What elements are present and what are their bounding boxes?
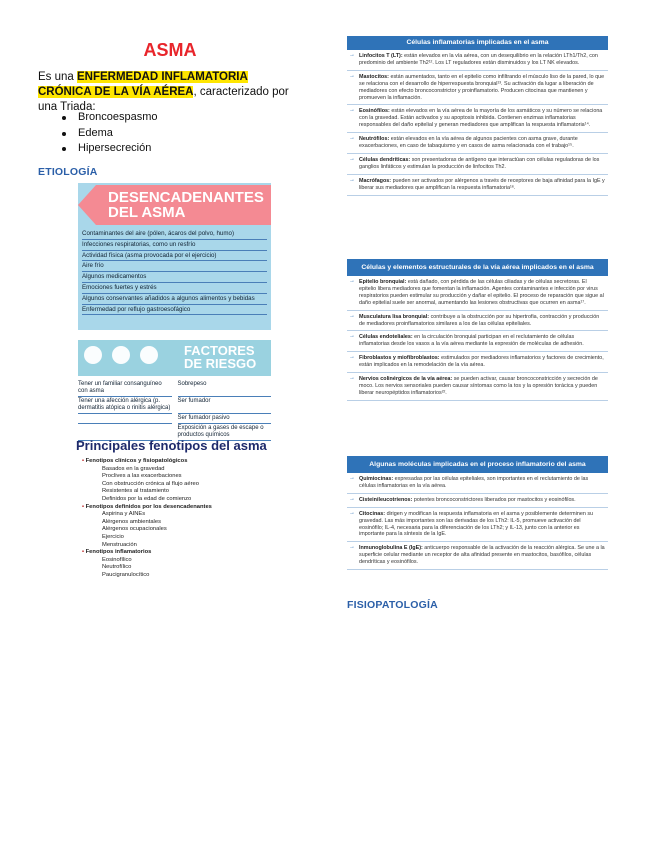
box-item — [347, 473, 608, 494]
desencadenantes-list — [78, 229, 271, 315]
desencadenantes-header — [78, 183, 271, 229]
item-text: son presentadoras de antígeno que interactúan con células reguladoras de los ganglios linfáticos y estimulan la producción de linfocitos Th2. — [359, 156, 600, 170]
item-text: están elevados en la vía aérea de la mayoría de los asmáticos y su número se relaciona con la gravedad. Están activados y su apoptosis inhibida. Contienen enzimas inflamatorias responsables del daño epitelial y generan mediadores que amplifican la respuesta inflamatoria¹⁴. — [359, 108, 603, 129]
fenotipo-item: Proclives a las exacerbaciones — [102, 473, 182, 480]
list-item: Algunos conservantes añadidos a algunos alimentos y bebidas — [82, 294, 267, 305]
list-item: Actividad física (asma provocada por el ejercicio) — [82, 251, 267, 262]
item-term: Mastocitos: — [359, 73, 389, 80]
fenotipo-group: • Fenotipos definidos por los desencadenantes — [82, 504, 212, 512]
item-text: anticuerpo responsable de la activación de la reacción alérgica. Se une a la superficie celular mediante un receptor de alta afinidad presente en mastocitos, basófilos, células dendríticas y eosinófilos. — [359, 545, 605, 566]
list-item: Infecciones respiratorias, como un resfrío — [82, 240, 267, 251]
list-item: Enfermedad por reflujo gastroesofágico — [82, 305, 267, 316]
item-term: Linfocitos T (LT): — [359, 53, 403, 59]
item-term: Musculatura lisa bronquial: — [359, 313, 430, 320]
item-term: Células endoteliales: — [359, 334, 413, 341]
desencadenantes-title — [96, 185, 271, 225]
list-item: Algunos medicamentos — [82, 272, 267, 283]
factor-item: Exposición a gases de escape o productos químicos — [178, 424, 272, 441]
item-text: están elevados en la vía aérea, con un desequilibrio en la relación LTh1/Th2, con predominio del ambiente Th2¹². Los LT reguladores están disminuidos y los LT NK elevados. — [359, 53, 598, 66]
fenotipo-item: Alérgenos ambientales — [102, 518, 161, 525]
item-term: Quimiocinas: — [359, 476, 394, 482]
title-line: DE RIESGO — [184, 356, 257, 371]
fenotipo-item: Resistentes al tratamiento — [102, 488, 170, 495]
factor-item: Tener un familiar consanguíneo con asma — [78, 380, 172, 397]
family-icon — [112, 346, 130, 364]
box-header: Células y elementos estructurales de la vía aérea implicados en el asma — [347, 259, 608, 276]
factor-item: Ser fumador pasivo — [178, 414, 272, 424]
box-item — [347, 331, 608, 352]
fenotipo-item: Paucigranulocítico — [102, 571, 150, 578]
box-item — [347, 311, 608, 332]
page-title: ASMA — [143, 40, 197, 60]
structural-cells-box — [347, 259, 608, 401]
desencadenantes-panel — [78, 183, 271, 330]
item-term: Macrófagos: — [359, 177, 392, 184]
fenotipo-item: Con obstrucción crónica al flujo aéreo — [102, 480, 199, 487]
item-term: Células dendríticas: — [359, 156, 411, 163]
inflammatory-cells-box — [347, 36, 608, 196]
item-term: Fibroblastos y miofibroblastos: — [359, 355, 440, 362]
item-term: Inmunoglobulina E (IgE): — [359, 545, 423, 552]
factores-panel — [78, 340, 271, 438]
triad-item: Hipersecreción — [62, 141, 158, 157]
list-item: Emociones fuertes y estrés — [82, 283, 267, 294]
factores-grid — [78, 376, 271, 441]
fenotipo-group: • Fenotipos inflamatorios — [82, 549, 212, 557]
factor-item: Ser fumador — [178, 397, 272, 414]
fenotipo-item: Menstruación — [102, 541, 137, 548]
item-text: potentes broncoconstrictores liberados por mastocitos y eosinófilos. — [413, 496, 576, 503]
item-term: Eosinófilos: — [359, 108, 390, 115]
item-text: dirigen y modifican la respuesta inflamatoria en el asma y posiblemente determinen su gravedad. Las más importantes son las derivadas de los LTh2: IL-5, promueve activación del eosinófilo; IL-4, necesaria para la diferenciación de los LTh2; y IL-13, junto con la anterior es importante para la síntesis de la IgE. — [359, 510, 594, 538]
list-item: Contaminantes del aire (pólen, ácaros del polvo, humo) — [82, 229, 267, 240]
intro-paragraph — [38, 70, 300, 115]
fenotipo-item: Aspirina y AINEs — [102, 511, 146, 518]
section-heading-fisiopatologia: FISIOPATOLOGÍA — [347, 599, 438, 611]
item-text: expresadas por las células epiteliales, son importantes en el reclutamiento de las células inflamatorias en la vía aérea. — [359, 476, 589, 489]
box-item — [347, 373, 608, 401]
factor-item: Sobrepeso — [178, 380, 272, 397]
item-text: pueden ser activados por alérgenos a través de receptores de baja afinidad para la IgE y liberar sus mediadores que amplifican la respuesta inflamatoria¹⁶. — [359, 177, 605, 191]
fenotipos-title: Principales fenotipos del asma — [76, 438, 267, 453]
item-text: estimulados por mediadores inflamatorios y factores de crecimiento, están implicados en la remodelación de la vía aérea. — [359, 355, 604, 369]
factores-icons — [84, 346, 158, 364]
box-item — [347, 50, 608, 71]
box-item — [347, 542, 608, 570]
list-item: Aire frío — [82, 261, 267, 272]
factores-header — [78, 340, 271, 376]
item-text: contribuye a la obstrucción por su hipertrofia, contracción y producción de mediadores proinflamatorios similares a los de las células epiteliales. — [359, 313, 600, 327]
triad-item: Broncoespasmo — [62, 110, 158, 126]
intro-suffix: , caracterizado por una Triada: — [38, 86, 289, 113]
hazard-icon — [140, 346, 158, 364]
fenotipo-group: • Fenotipos clínicos y fisiopatológicos — [82, 458, 212, 466]
title-line: DEL ASMA — [108, 204, 186, 221]
factor-item — [78, 414, 172, 424]
item-text: están elevados en la vía aérea de algunos pacientes con asma grave, durante exacerbaciones, en caso de tabaquismo y en casos de asma relacionada con el trabajo¹⁵. — [359, 136, 578, 150]
box-item — [347, 133, 608, 154]
title-line: FACTORES — [184, 343, 255, 358]
item-term: Neutrófilos: — [359, 136, 390, 143]
item-term: Cisteinileucotrienos: — [359, 496, 413, 503]
box-header: Algunas moléculas implicadas en el proceso inflamatorio del asma — [347, 456, 608, 473]
fenotipo-item: Neutrofílico — [102, 564, 132, 571]
item-text: están aumentados, tanto en el epitelio como infiltrando el músculo liso de la pared, lo que se relaciona con el desarrollo de hiperrespuesta bronquial¹³. Su activación da lugar a liberación de mediadores con efecto broncoconstrictor y proinflamatorio. Producen citocinas que mantienen y promueven la inflamación. — [359, 73, 605, 101]
factores-title — [184, 344, 256, 370]
box-item — [347, 154, 608, 175]
fenotipos-list — [82, 458, 212, 580]
box-item — [347, 105, 608, 133]
title-line: DESENCADENANTES — [108, 189, 264, 206]
virus-icon — [84, 346, 102, 364]
fenotipo-item: Definidos por la edad de comienzo — [102, 495, 192, 502]
box-item — [347, 494, 608, 508]
intro-prefix: Es una — [38, 71, 77, 83]
fenotipo-item: Eosinofílico — [102, 556, 132, 563]
item-term: Nervios colinérgicos de la vía aérea: — [359, 376, 453, 383]
item-term: Citocinas: — [359, 510, 386, 517]
item-term: Epitelio bronquial: — [359, 279, 407, 285]
box-item — [347, 175, 608, 196]
box-item — [347, 508, 608, 543]
arrow-shape — [78, 185, 96, 225]
fenotipo-item: Ejercicio — [102, 533, 124, 540]
factor-item: Tener una afección alérgica (p. dermatitis atópica o rinitis alérgica) — [78, 397, 172, 414]
box-item — [347, 276, 608, 311]
section-heading-etiologia: ETIOLOGÍA — [38, 166, 98, 178]
item-text: en la circulación bronquial participan en el reclutamiento de células inflamatorias desde los vasos a la vía aérea mediante la expresión de moléculas de adhesión. — [359, 334, 584, 348]
fenotipo-item: Basados en la gravedad — [102, 465, 165, 472]
fenotipo-item: Alérgenos ocupacionales — [102, 526, 167, 533]
box-item — [347, 352, 608, 373]
triad-list — [62, 110, 158, 157]
item-text: se pueden activar, causar broncoconstricción y secreción de moco. Los nervios sensoriales pueden causar síntomas como la tos y la opresión torácica y pueden liberar neuropéptidos inflamatorios²². — [359, 376, 598, 396]
item-text: está dañado, con pérdida de las células ciliadas y de células secretoras. El epitelio libera mediadores que fomentan la inflamación. Agentes contaminantes e infección por virus respiratorios pueden estimular su producción y dañar el epitelio. El proceso de reparación que sigue al daño epitelial suele ser anormal, aumentando las lesiones obstructivas que ocurren en asma¹⁷. — [359, 279, 604, 306]
box-header: Células inflamatorias implicadas en el asma — [347, 36, 608, 50]
intro-highlight: ENFERMEDAD INFLAMATORIA CRÓNICA DE LA VÍA AÉREA — [38, 71, 248, 98]
box-item — [347, 71, 608, 106]
molecules-box — [347, 456, 608, 570]
triad-item: Edema — [62, 126, 158, 142]
